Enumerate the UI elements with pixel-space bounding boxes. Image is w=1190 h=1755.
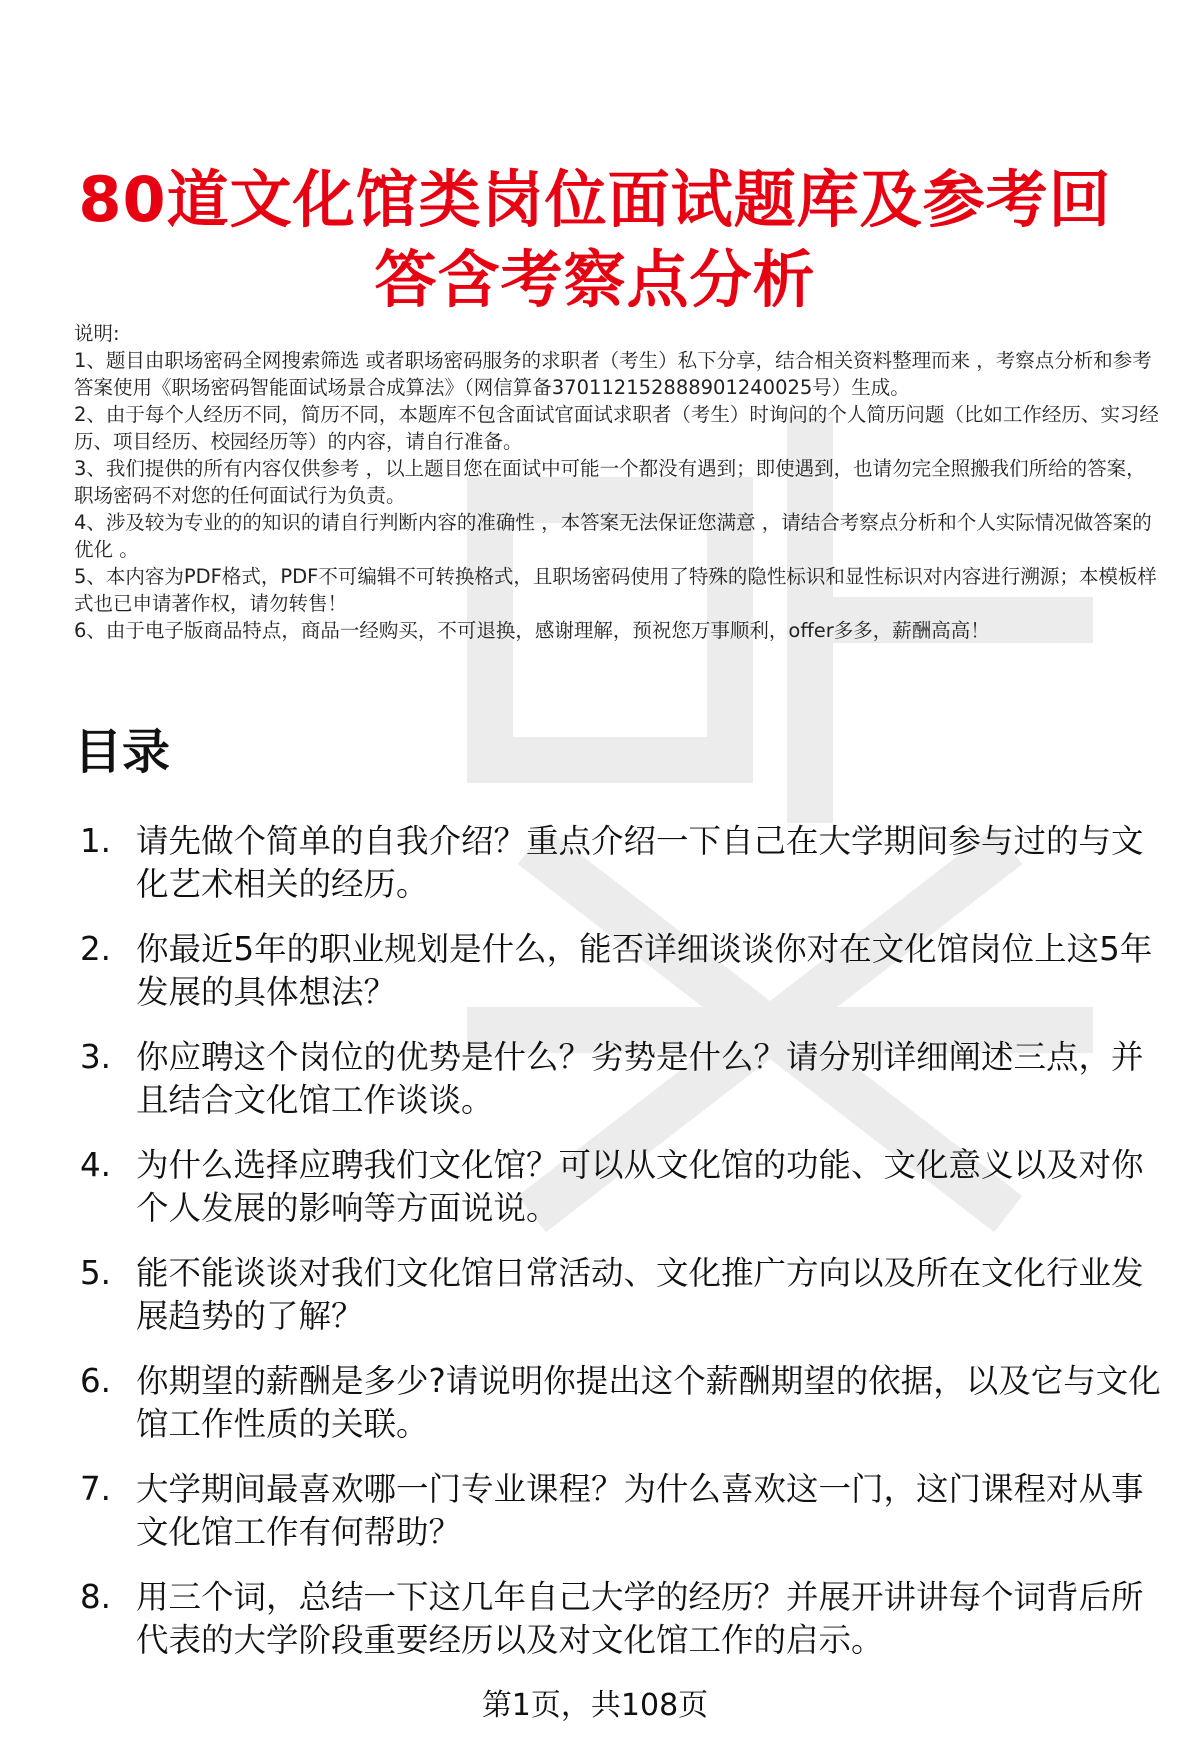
toc-item-text: 大学期间最喜欢哪一门专业课程？为什么喜欢这一门，这门课程对从事文化馆工作有何帮助？	[136, 1470, 1144, 1551]
toc-item[interactable]	[74, 928, 1164, 1014]
toc-item[interactable]	[74, 1252, 1164, 1338]
toc-heading: 目录	[74, 724, 171, 780]
note-item: 5、本内容为PDF格式，PDF不可编辑不可转换格式，且职场密码使用了特殊的隐性标识和显性标识对内容进行溯源；本模板样式也已申请著作权，请勿转售！	[74, 565, 1157, 615]
toc-item[interactable]	[74, 1144, 1164, 1230]
toc-item[interactable]	[74, 1576, 1164, 1662]
toc-item-number: 3.	[80, 1038, 112, 1076]
toc-item-text: 能不能谈谈对我们文化馆日常活动、文化推广方向以及所在文化行业发展趋势的了解？	[136, 1254, 1144, 1335]
toc-item[interactable]	[74, 1468, 1164, 1554]
toc-item-number: 6.	[80, 1362, 112, 1400]
toc-item-number: 4.	[80, 1146, 112, 1184]
page-title: 80道文化馆类岗位面试题库及参考回答含考察点分析	[78, 162, 1112, 316]
toc-list	[74, 820, 1164, 1684]
note-item: 1、题目由职场密码全网搜索筛选 或者职场密码服务的求职者（考生）私下分享，结合相关资料整理而来 ，考察点分析和参考答案使用《职场密码智能面试场景合成算法》（网信算备370112152888901240025号）生成。	[74, 349, 1152, 399]
toc-item-text: 用三个词，总结一下这几年自己大学的经历？并展开讲讲每个词背后所代表的大学阶段重要经历以及对文化馆工作的启示。	[136, 1578, 1144, 1659]
toc-item-text: 你最近5年的职业规划是什么，能否详细谈谈你对在文化馆岗位上这5年发展的具体想法？	[136, 930, 1153, 1011]
toc-item-text: 请先做个简单的自我介绍？重点介绍一下自己在大学期间参与过的与文化艺术相关的经历。	[136, 822, 1144, 903]
toc-item[interactable]	[74, 1036, 1164, 1122]
notes-label: 说明:	[74, 322, 120, 345]
toc-item-text: 你应聘这个岗位的优势是什么？劣势是什么？请分别详细阐述三点，并且结合文化馆工作谈谈。	[136, 1038, 1144, 1119]
toc-item[interactable]	[74, 1360, 1164, 1446]
toc-item-text: 你期望的薪酬是多少?请说明你提出这个薪酬期望的依据，以及它与文化馆工作性质的关联。	[136, 1362, 1161, 1443]
note-item: 4、涉及较为专业的的知识的请自行判断内容的准确性 ，本答案无法保证您满意 ，请结合考察点分析和个人实际情况做答案的优化 。	[74, 511, 1152, 561]
toc-item-number: 8.	[80, 1578, 112, 1616]
toc-item[interactable]	[74, 820, 1164, 906]
note-item: 2、由于每个人经历不同，简历不同，本题库不包含面试官面试求职者（考生）时询问的个人简历问题（比如工作经历、实习经历、项目经历、校园经历等）的内容，请自行准备。	[74, 403, 1159, 453]
notes-section	[74, 320, 1164, 644]
toc-item-number: 1.	[80, 822, 112, 860]
toc-item-number: 5.	[80, 1254, 112, 1292]
toc-item-number: 2.	[80, 930, 112, 968]
note-item: 3、我们提供的所有内容仅供参考 ，以上题目您在面试中可能一个都没有遇到；即使遇到，也请勿完全照搬我们所给的答案，职场密码不对您的任何面试行为负责。	[74, 457, 1146, 507]
toc-item-number: 7.	[80, 1470, 112, 1508]
page-footer: 第1页，共108页	[481, 1688, 709, 1723]
toc-item-text: 为什么选择应聘我们文化馆？可以从文化馆的功能、文化意义以及对你个人发展的影响等方面说说。	[136, 1146, 1144, 1227]
note-item: 6、由于电子版商品特点，商品一经购买，不可退换，感谢理解，预祝您万事顺利，offer多多，薪酬高高！	[74, 619, 990, 642]
